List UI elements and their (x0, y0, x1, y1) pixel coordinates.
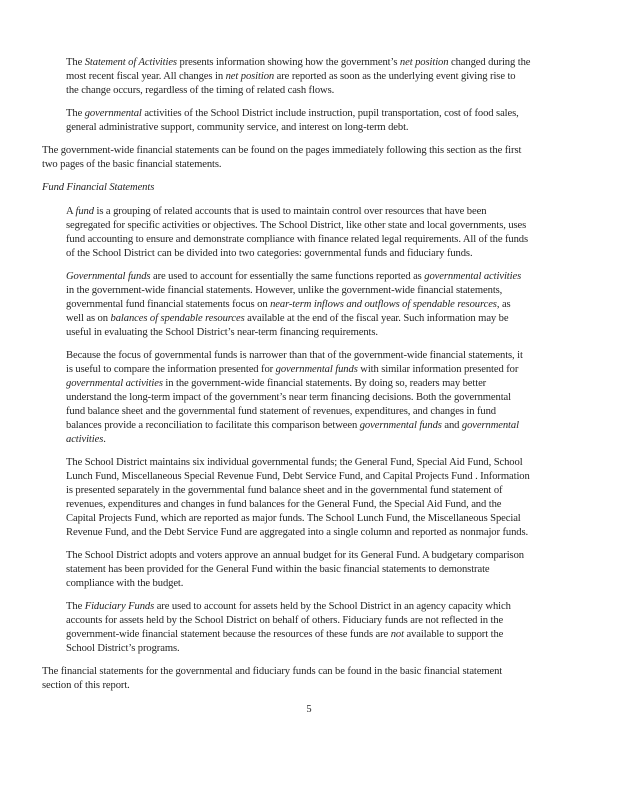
text-line: Fund Financial Statements (42, 182, 155, 193)
text-line: The government-wide financial statements can be found on the pages immediately following this section as the first (42, 145, 522, 156)
text-line: fund balance sheet and the governmental fund statement of revenues, expenditures, and changes in fund (66, 406, 496, 417)
text-line: The governmental activities of the School District include instruction, pupil transportation, cost of food sales, (66, 108, 519, 119)
text-line: Governmental funds are used to account for essentially the same functions reported as governmental activities (66, 271, 522, 282)
text-line: Lunch Fund, Miscellaneous Special Revenue Fund, Debt Service Fund, and Capital Projects Fund . Information (66, 471, 530, 482)
text-line: balances provide a reconciliation to facilitate this comparison between governmental funds and governmental (66, 420, 519, 431)
text-line: of the School District can be divided into two categories: governmental funds and fiduciary funds. (66, 248, 473, 259)
text-line: general administrative support, community service, and interest on long-term debt. (66, 122, 409, 133)
text-line: is useful to compare the information presented for governmental funds with similar information presented for (66, 364, 519, 375)
text-line: governmental fund financial statements focus on near-term inflows and outflows of spendable resources, as (66, 299, 511, 310)
text-line: Because the focus of governmental funds is narrower than that of the government-wide financial statements, it (66, 350, 523, 361)
text-line: activities. (66, 434, 106, 445)
paragraph (42, 665, 598, 693)
paragraph (66, 456, 598, 540)
paragraph (42, 144, 598, 172)
text-line: A fund is a grouping of related accounts that is used to maintain control over resources that have been (66, 206, 487, 217)
text-line: Capital Projects Fund, which are reported as major funds. The School Lunch Fund, the Miscellaneous Special (66, 513, 521, 524)
text-line: Revenue Fund, and the Debt Service Fund are aggregated into a single column and reported as nonmajor funds. (66, 527, 529, 538)
text-line: is presented separately in the governmental fund balance sheet and in the governmental fund statement of (66, 485, 503, 496)
text-line: government-wide financial statement because the resources of these funds are not available to support the (66, 629, 504, 640)
text-line: in the government-wide financial statements. However, unlike the government-wide financial statements, (66, 285, 503, 296)
text-line: well as on balances of spendable resources available at the end of the fiscal year. Such information may be (66, 313, 509, 324)
text-line: two pages of the basic financial statements. (42, 159, 222, 170)
text-line: most recent fiscal year. All changes in net position are reported as soon as the underlying event giving rise to (66, 71, 516, 82)
paragraph (66, 549, 598, 591)
text-line: segregated for specific activities or objectives. The School District, like other state and local governments, uses (66, 220, 527, 231)
page-number: 5 (306, 704, 312, 715)
text-line: accounts for assets held by the School District on behalf of others. Fiduciary funds are not reflected in the (66, 615, 504, 626)
text-line: The Fiduciary Funds are used to account for assets held by the School District in an agency capacity which (66, 601, 511, 612)
text-line: useful in evaluating the School District’s near-term financing requirements. (66, 327, 378, 338)
paragraph (66, 205, 598, 261)
text-line: The School District adopts and voters approve an annual budget for its General Fund. A budgetary comparison (66, 550, 524, 561)
paragraph (66, 107, 598, 135)
section-heading (42, 181, 598, 195)
text-line: The financial statements for the governmental and fiduciary funds can be found in the basic financial statement (42, 666, 503, 677)
text-line: statement has been provided for the General Fund within the basic financial statements to demonstrate (66, 564, 490, 575)
paragraph (66, 600, 598, 656)
document-body (42, 56, 598, 702)
paragraph (66, 349, 598, 447)
text-line: revenues, expenditures and changes in fund balances for the General Fund, the Special Aid Fund, and the (66, 499, 502, 510)
paragraph (66, 56, 598, 98)
text-line: The School District maintains six individual governmental funds; the General Fund, Special Aid Fund, School (66, 457, 523, 468)
paragraph (66, 270, 598, 340)
text-line: compliance with the budget. (66, 578, 184, 589)
text-line: section of this report. (42, 680, 130, 691)
text-line: the change occurs, regardless of the timing of related cash flows. (66, 85, 335, 96)
text-line: understand the long-term impact of the government’s near term financing decisions. Both the governmental (66, 392, 512, 403)
text-line: fund accounting to ensure and demonstrate compliance with finance related legal requirements. All of the funds (66, 234, 529, 245)
text-line: governmental activities in the government-wide financial statements. By doing so, readers may better (66, 378, 487, 389)
text-line: The Statement of Activities presents information showing how the government’s net position changed during the (66, 57, 531, 68)
text-line: School District’s programs. (66, 643, 180, 654)
